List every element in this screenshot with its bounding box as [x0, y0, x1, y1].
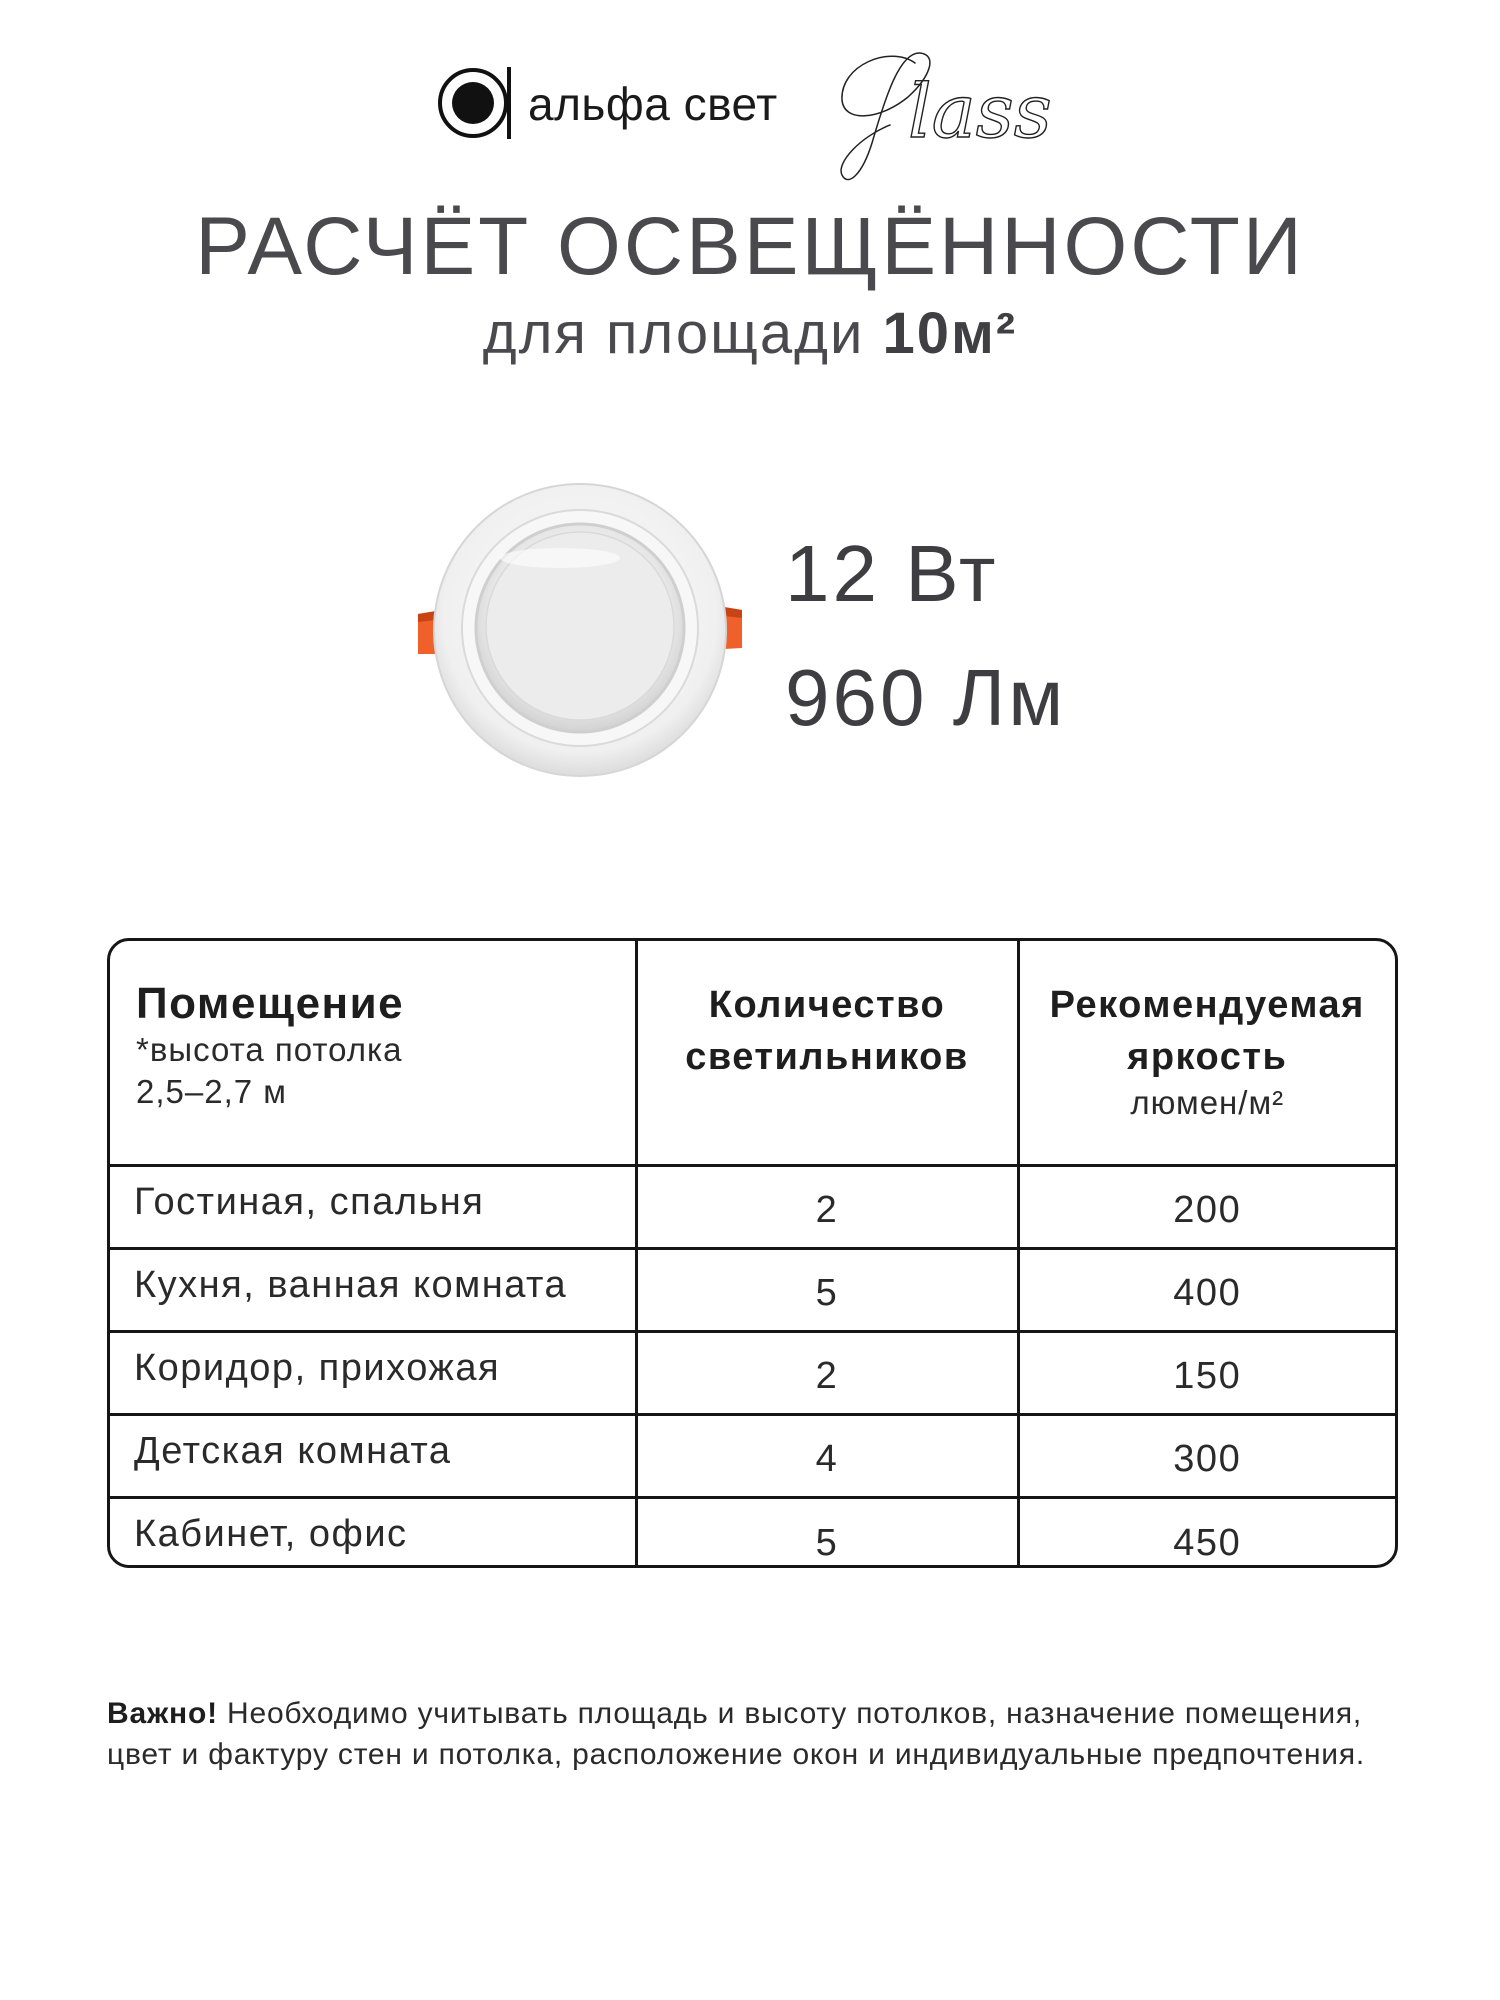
count-header-line2: светильников — [685, 1036, 969, 1078]
glass-script-logo — [820, 25, 1075, 200]
page-title: РАСЧЁТ ОСВЕЩЁННОСТИ — [195, 201, 1305, 292]
table-header-row — [110, 941, 1395, 1165]
count-cell: 2 — [636, 1331, 1018, 1414]
collection-name: lass — [908, 69, 1052, 155]
brand-header — [430, 55, 1090, 155]
area-value: 10м² — [882, 301, 1018, 366]
brightness-column-header — [1018, 941, 1395, 1165]
power-spec: 12 Вт — [785, 529, 999, 618]
count-cell: 5 — [636, 1248, 1018, 1331]
brightness-cell: 300 — [1018, 1414, 1395, 1497]
downlight-product-image — [410, 478, 750, 788]
table-row — [110, 1497, 1395, 1568]
table-row — [110, 1331, 1395, 1414]
luminous-flux-spec: 960 Лм — [785, 653, 1067, 742]
brightness-unit: люмен/м² — [1130, 1084, 1285, 1121]
brand-logo-icon — [435, 63, 515, 143]
brightness-cell: 450 — [1018, 1497, 1395, 1568]
subtitle-prefix: для площади — [482, 301, 883, 366]
count-cell: 5 — [636, 1497, 1018, 1568]
count-header-line1: Количество — [708, 984, 946, 1026]
ceiling-height-note: *высота потолка — [136, 1031, 403, 1068]
count-cell: 2 — [636, 1165, 1018, 1248]
room-cell: Кухня, ванная комната — [110, 1248, 636, 1331]
important-note — [107, 1693, 1397, 1775]
page-subtitle — [0, 300, 1500, 367]
note-text: Необходимо учитывать площадь и высоту потолков, назначение помещения, цвет и фактуру стен и потолка, расположение окон и индивидуальные предпочтения. — [107, 1697, 1366, 1771]
brightness-header-line2: яркость — [1127, 1036, 1288, 1078]
room-header-label: Помещение — [136, 979, 405, 1028]
count-cell: 4 — [636, 1414, 1018, 1497]
brightness-cell: 200 — [1018, 1165, 1395, 1248]
table-row — [110, 1165, 1395, 1248]
room-cell: Детская комната — [110, 1414, 636, 1497]
room-cell: Кабинет, офис — [110, 1497, 636, 1568]
illumination-table — [107, 938, 1398, 1568]
brightness-cell: 400 — [1018, 1248, 1395, 1331]
table-row — [110, 1414, 1395, 1497]
ceiling-height-value: 2,5–2,7 м — [136, 1073, 287, 1110]
brand-name: альфа свет — [528, 78, 778, 130]
note-label: Важно! — [107, 1697, 218, 1730]
room-column-header — [110, 941, 636, 1165]
room-cell: Коридор, прихожая — [110, 1331, 636, 1414]
brightness-cell: 150 — [1018, 1331, 1395, 1414]
brightness-header-line1: Рекомендуемая — [1049, 984, 1365, 1026]
room-cell: Гостиная, спальня — [110, 1165, 636, 1248]
count-column-header — [636, 941, 1018, 1165]
table-row — [110, 1248, 1395, 1331]
